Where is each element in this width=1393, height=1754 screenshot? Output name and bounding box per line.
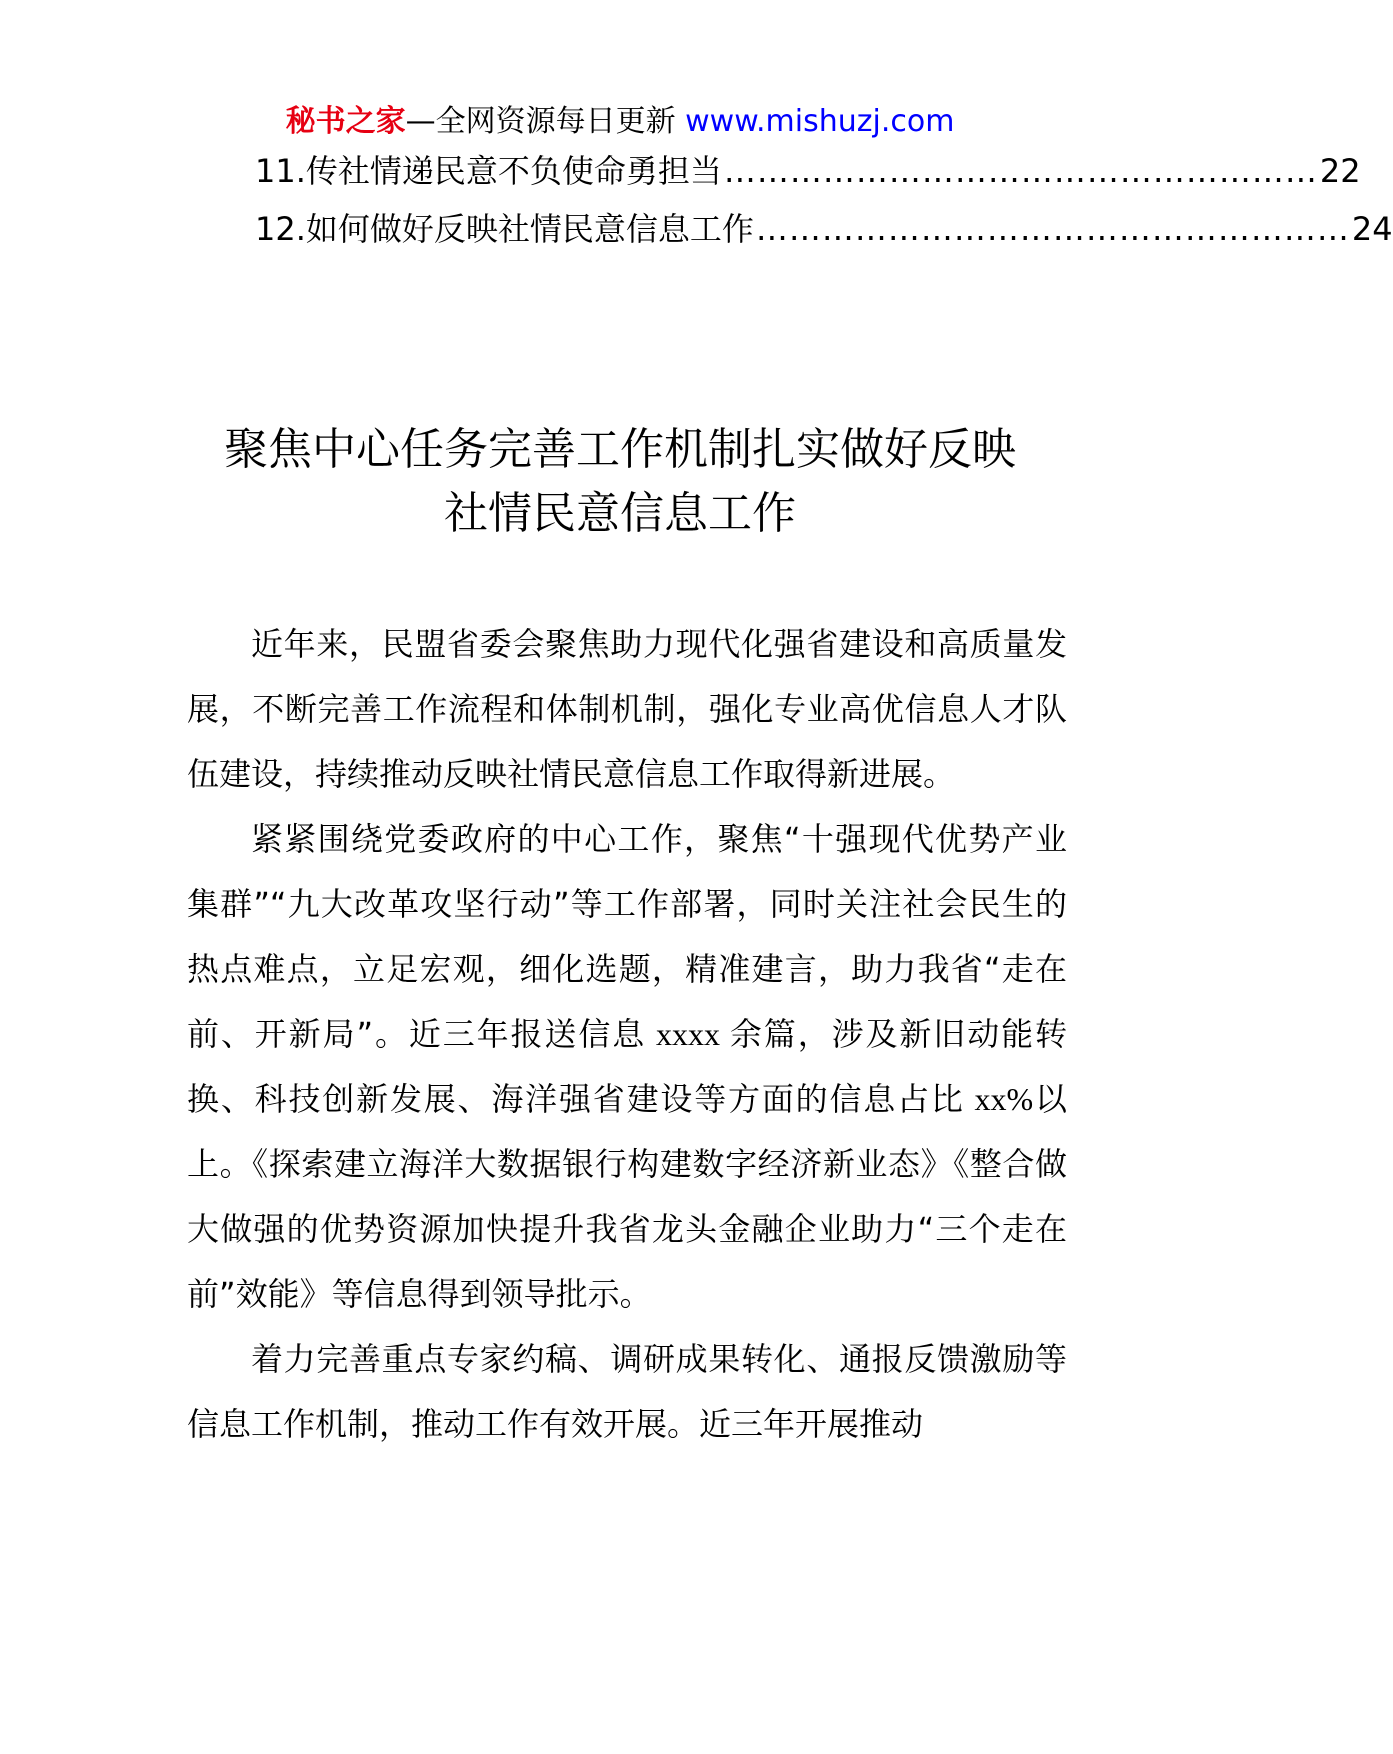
- site-header: [0, 100, 1240, 144]
- toc-leader-dots: ………………………………………………: [755, 210, 1350, 248]
- site-brand: 秘书之家: [285, 104, 406, 139]
- info-count-value: xxxx: [646, 1016, 730, 1052]
- toc-entry-11[interactable]: [255, 148, 1361, 194]
- paragraph-text: 余篇，涉及新旧动能转换、科技创新发展、海洋强省建设等方面的信息占比: [187, 1015, 1067, 1118]
- toc-page-number: 24: [1351, 210, 1393, 248]
- toc-entry-label: 12.如何做好反映社情民意信息工作: [255, 210, 754, 248]
- paragraph-text: 紧紧围绕党委政府的中心工作，聚焦“十强现代优势产业集群”“九大改革攻坚行动”等工作部署，同时关注社会民生的热点难点，立足宏观，细化选题，精准建言，助力我省“走在前、开新局”。近三年报送信息: [187, 820, 1067, 1053]
- paragraph-text: 以上。《探索建立海洋大数据银行构建数字经济新业态》《整合做大做强的优势资源加快提升我省龙头金融企业助力“三个走在前”效能》等信息得到领导批示。: [187, 1080, 1067, 1313]
- body-paragraph-3: 着力完善重点专家约稿、调研成果转化、通报反馈激励等信息工作机制，推动工作有效开展。近三年开展推动: [187, 1340, 1067, 1443]
- site-tagline: —全网资源每日更新: [405, 104, 686, 139]
- toc-entry-12[interactable]: [255, 206, 1393, 252]
- body-paragraph-2: [187, 807, 1067, 1327]
- toc-page-number: 22: [1319, 152, 1361, 190]
- toc-leader-dots: ………………………………………………: [723, 152, 1318, 190]
- body-paragraph-1: 近年来，民盟省委会聚焦助力现代化强省建设和高质量发展，不断完善工作流程和体制机制，强化专业高优信息人才队伍建设，持续推动反映社情民意信息工作取得新进展。: [187, 625, 1067, 793]
- document-body: [187, 612, 1067, 1457]
- toc-entry-label: 11.传社情递民意不负使命勇担当: [255, 152, 722, 190]
- document-title-line-2: 社情民意信息工作: [444, 488, 796, 539]
- document-title-line-1: 聚焦中心任务完善工作机制扎实做好反映: [224, 424, 1016, 475]
- document-title: [160, 418, 1080, 546]
- site-url-link[interactable]: www.mishuzj.com: [685, 104, 955, 139]
- info-ratio-value: xx%: [964, 1081, 1034, 1117]
